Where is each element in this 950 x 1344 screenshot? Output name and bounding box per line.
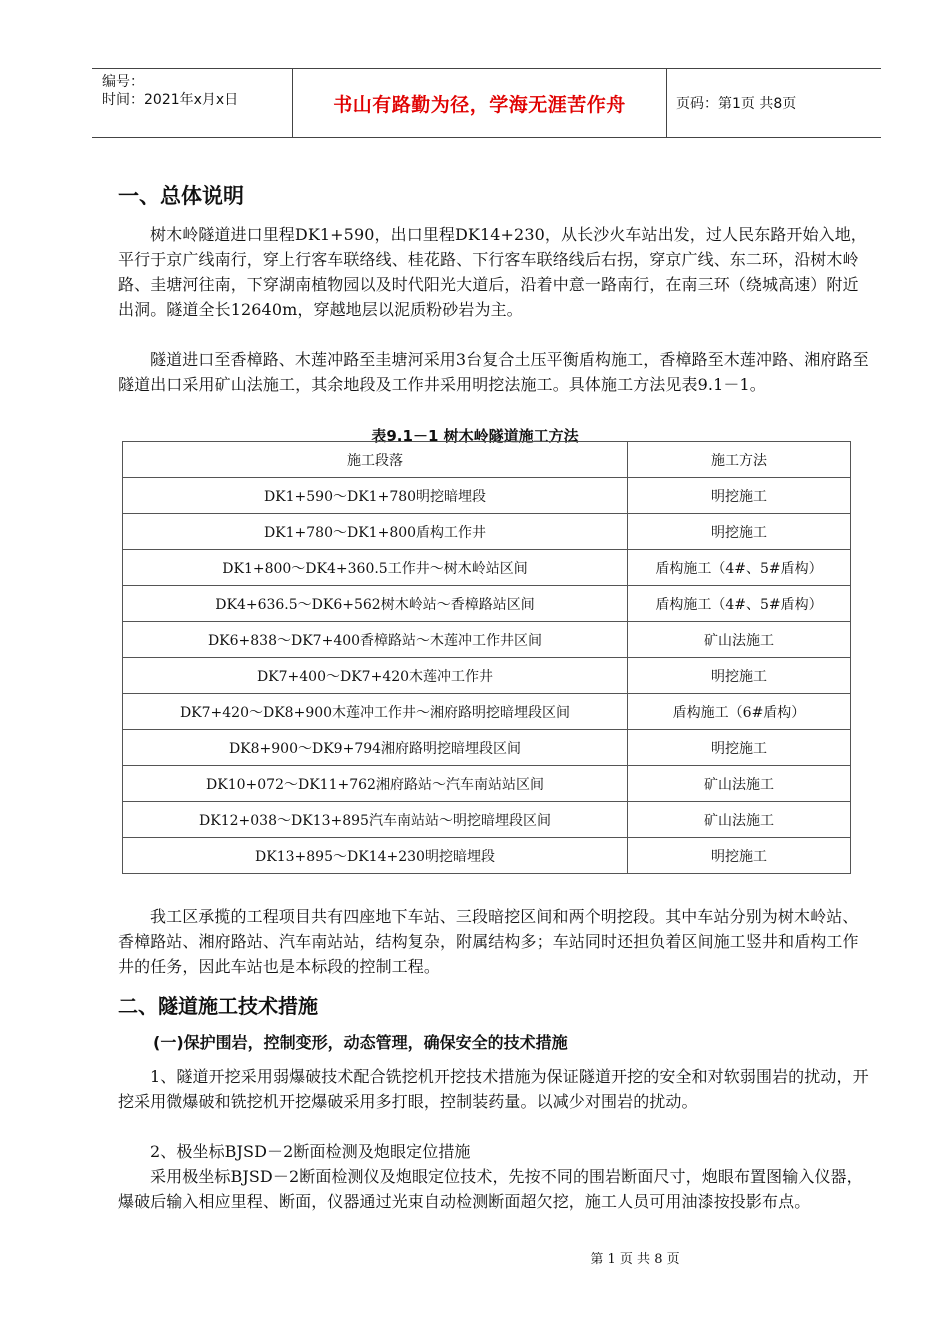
table-row (123, 622, 851, 658)
section1-para2: 隧道进口至香樟路、木莲冲路至圭塘河采用3台复合土压平衡盾构施工，香樟路至木莲冲路、湘府路至隧道出口采用矿山法施工，其余地段及工作井采用明挖法施工。具体施工方法见表9.1－1。 (118, 350, 869, 394)
page-footer: 第 1 页 共 8 页 (590, 1252, 680, 1267)
table-row (123, 838, 851, 874)
table-row (123, 550, 851, 586)
header-motto-cell (292, 69, 667, 137)
section1-title: 一、总体说明 (118, 184, 244, 208)
cell-method: 明挖施工 (628, 838, 851, 874)
table-row (123, 766, 851, 802)
cell-section: DK1+780～DK1+800盾构工作井 (123, 514, 628, 550)
table-row (123, 658, 851, 694)
table-caption: 表9.1－1 树木岭隧道施工方法 (371, 427, 579, 445)
item1-text: 1、隧道开挖采用弱爆破技术配合铣挖机开挖技术措施为保证隧道开挖的安全和对软弱围岩的扰动，开挖采用微爆破和铣挖机开挖爆破采用多打眼，控制装药量。以减少对围岩的扰动。 (118, 1067, 869, 1111)
cell-method: 矿山法施工 (628, 622, 851, 658)
table-row (123, 802, 851, 838)
cell-section: DK1+590～DK1+780明挖暗埋段 (123, 478, 628, 514)
cell-method: 盾构施工（4#、5#盾构） (628, 550, 851, 586)
cell-section: DK12+038～DK13+895汽车南站站～明挖暗埋段区间 (123, 802, 628, 838)
subsection1-title: (一)保护围岩，控制变形，动态管理，确保安全的技术措施 (153, 1033, 568, 1052)
cell-section: DK8+900～DK9+794湘府路明挖暗埋段区间 (123, 730, 628, 766)
cell-method: 盾构施工（6#盾构） (628, 694, 851, 730)
page-header (92, 68, 881, 138)
serial-label: 编号： (102, 74, 144, 90)
construction-method-table (122, 441, 851, 874)
header-cell-method: 施工方法 (628, 442, 851, 478)
section1-para1: 树木岭隧道进口里程DK1+590，出口里程DK14+230，从长沙火车站出发，过人民东路开始入地，平行于京广线南行，穿上行客车联络线、桂花路、下行客车联络线后右拐，穿京广线、东二环，沿树木岭路、圭塘河往南，下穿湖南植物园以及时代阳光大道后，沿着中意一路南行，在南三环（绕城高速）附近出洞。隧道全长12640m，穿越地层以泥质粉砂岩为主。 (118, 225, 867, 319)
cell-method: 明挖施工 (628, 514, 851, 550)
table-row (123, 730, 851, 766)
cell-section: DK4+636.5～DK6+562树木岭站～香樟路站区间 (123, 586, 628, 622)
section1-para3: 我工区承揽的工程项目共有四座地下车站、三段暗挖区间和两个明挖段。其中车站分别为树木岭站、香樟路站、湘府路站、汽车南站站，结构复杂，附属结构多；车站同时还担负着区间施工竖井和盾构工作井的任务，因此车站也是本标段的控制工程。 (118, 907, 859, 976)
cell-section: DK1+800～DK4+360.5工作井～树木岭站区间 (123, 550, 628, 586)
date-line: 时间：2021年x月x日 (102, 92, 239, 108)
table-row (123, 478, 851, 514)
cell-section: DK13+895～DK14+230明挖暗埋段 (123, 838, 628, 874)
cell-section: DK10+072～DK11+762湘府路站～汽车南站站区间 (123, 766, 628, 802)
cell-method: 矿山法施工 (628, 802, 851, 838)
cell-method: 明挖施工 (628, 658, 851, 694)
table-row (123, 694, 851, 730)
cell-section: DK6+838～DK7+400香樟路站～木莲冲工作井区间 (123, 622, 628, 658)
item2-body: 采用极坐标BJSD－2断面检测仪及炮眼定位技术，先按不同的围岩断面尺寸，炮眼布置图输入仪器，爆破后输入相应里程、断面，仪器通过光束自动检测断面超欠挖，施工人员可用油漆按投影布点。 (118, 1167, 863, 1211)
section2-title: 二、隧道施工技术措施 (118, 994, 318, 1018)
table-header-row (123, 442, 851, 478)
header-cell-section: 施工段落 (123, 442, 628, 478)
table-row (123, 514, 851, 550)
item2-title: 2、极坐标BJSD－2断面检测及炮眼定位措施 (150, 1142, 471, 1161)
cell-method: 明挖施工 (628, 478, 851, 514)
cell-section: DK7+400～DK7+420木莲冲工作井 (123, 658, 628, 694)
header-page-cell (666, 69, 881, 137)
cell-method: 明挖施工 (628, 730, 851, 766)
cell-section: DK7+420～DK8+900木莲冲工作井～湘府路明挖暗埋段区间 (123, 694, 628, 730)
header-page-info: 页码：第1页 共8页 (676, 96, 797, 112)
header-meta (92, 69, 292, 137)
table-row (123, 586, 851, 622)
header-motto: 书山有路勤为径，学海无涯苦作舟 (333, 93, 626, 116)
cell-method: 盾构施工（4#、5#盾构） (628, 586, 851, 622)
cell-method: 矿山法施工 (628, 766, 851, 802)
